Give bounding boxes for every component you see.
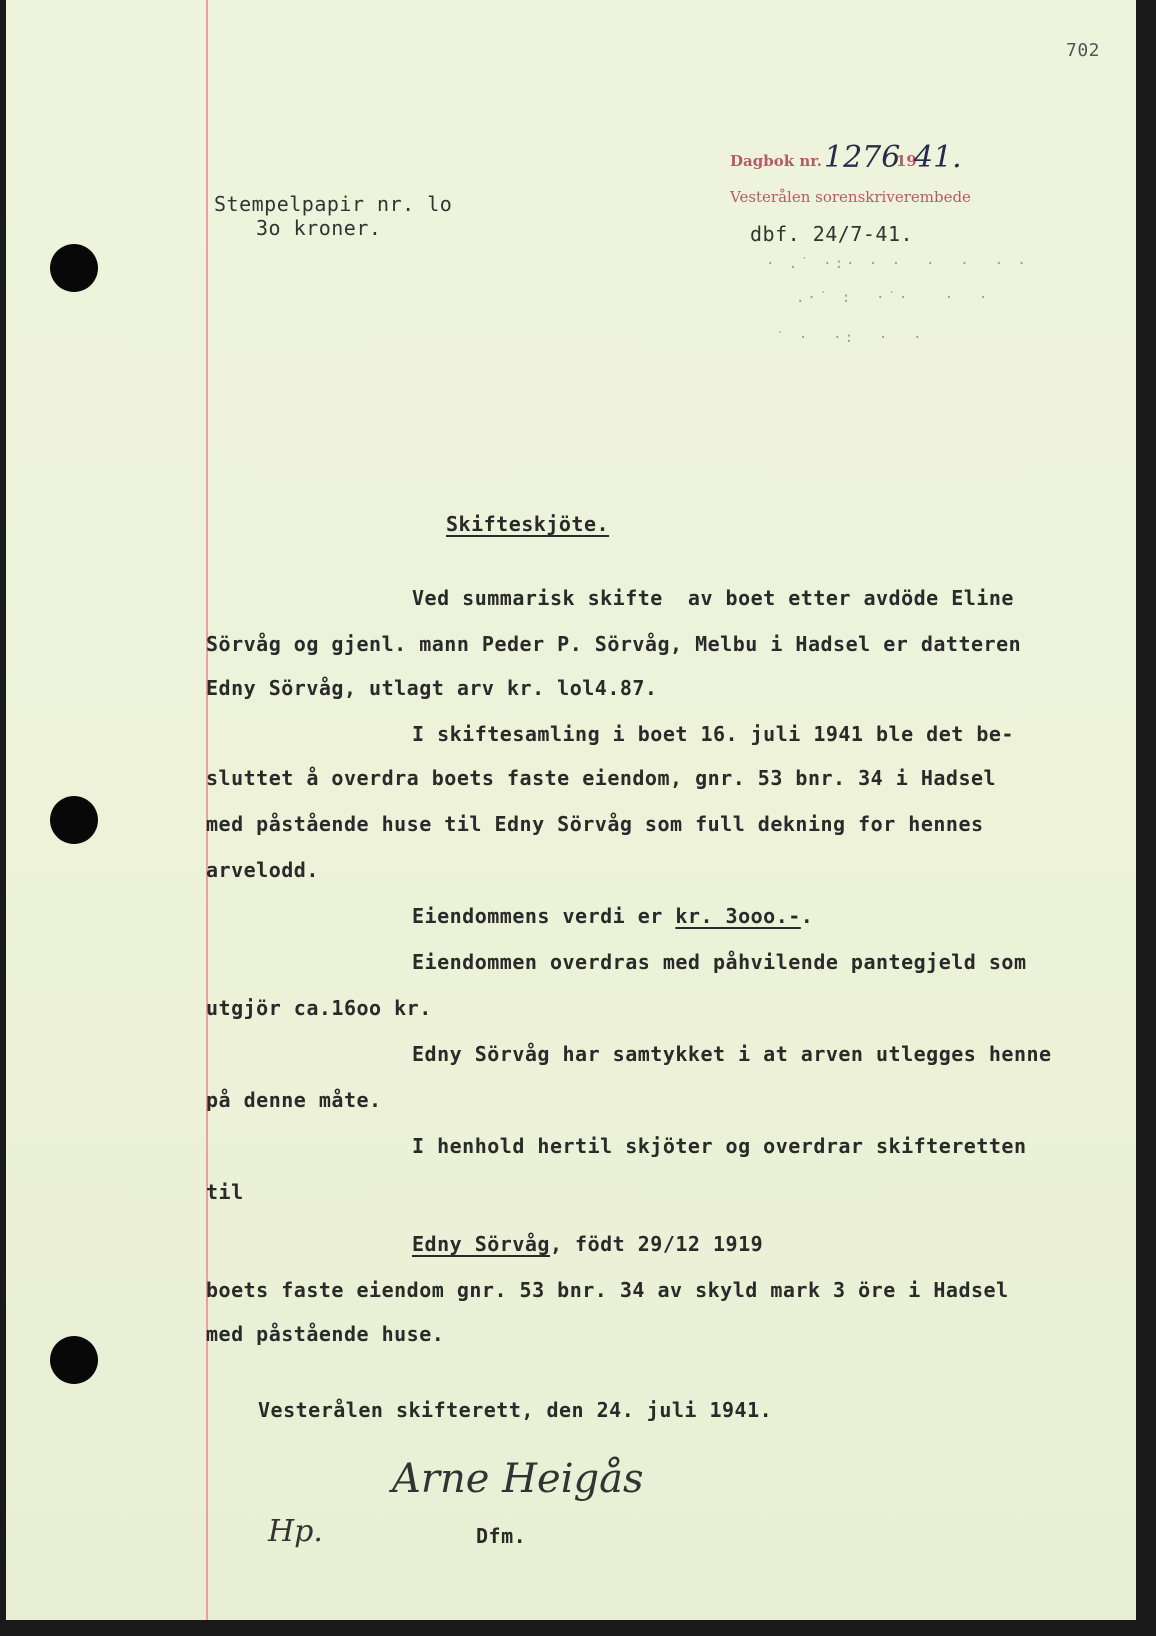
body-line: Eiendommen overdras med påhvilende pantegjeld som bbox=[412, 950, 1027, 974]
margin-line bbox=[206, 0, 208, 1620]
stamp-residue: ˙ · ·: · · bbox=[776, 330, 925, 346]
stamp-paper-number: Stempelpapir nr. lo bbox=[214, 192, 453, 216]
body-line: arvelodd. bbox=[206, 858, 319, 882]
property-value-suffix: . bbox=[800, 904, 814, 928]
body-line: sluttet å overdra boets faste eiendom, gnr. 53 bnr. 34 i Hadsel bbox=[206, 766, 997, 790]
punch-hole-bottom bbox=[50, 1336, 98, 1384]
signature-title: Dfm. bbox=[476, 1524, 527, 1548]
signature: Arne Heigås bbox=[392, 1456, 644, 1502]
page-number: 702 bbox=[1066, 40, 1101, 61]
registry-year: 41. bbox=[914, 140, 962, 175]
recipient-line bbox=[412, 1232, 763, 1256]
property-value-line bbox=[412, 904, 813, 928]
registry-stamp-label: Dagbok nr. bbox=[730, 152, 822, 170]
recipient-birth: , födt 29/12 1919 bbox=[549, 1232, 764, 1256]
body-line: boets faste eiendom gnr. 53 bnr. 34 av skyld mark 3 öre i Hadsel bbox=[206, 1278, 1009, 1302]
registry-year-prefix: 19 bbox=[896, 152, 917, 170]
initials: Hp. bbox=[268, 1514, 323, 1549]
document-title: Skifteskjöte. bbox=[446, 512, 610, 536]
punch-hole-middle bbox=[50, 796, 98, 844]
body-line: med påstående huse. bbox=[206, 1322, 445, 1346]
property-value-prefix: Eiendommens verdi er bbox=[412, 904, 676, 928]
registry-number: 1276 bbox=[824, 140, 901, 175]
body-line: I henhold hertil skjöter og overdrar skifteretten bbox=[412, 1134, 1027, 1158]
recipient-name: Edny Sörvåg bbox=[412, 1232, 550, 1256]
stamp-residue: · .˙ ·:· · · · · · · bbox=[766, 256, 1029, 272]
body-line: Edny Sörvåg har samtykket i at arven utlegges henne bbox=[412, 1042, 1052, 1066]
body-line: på denne måte. bbox=[206, 1088, 382, 1112]
stamp-paper-amount: 3o kroner. bbox=[256, 216, 382, 240]
body-line: Sörvåg og gjenl. mann Peder P. Sörvåg, Melbu i Hadsel er datteren bbox=[206, 632, 1022, 656]
dbf-note: dbf. 24/7-41. bbox=[750, 222, 914, 246]
stamp-residue: .·˙ : ·˙· · · bbox=[796, 290, 991, 306]
registry-office: Vesterålen sorenskriverembede bbox=[730, 188, 971, 206]
document-page bbox=[6, 0, 1136, 1620]
body-line: Ved summarisk skifte av boet etter avdöde Eline bbox=[412, 586, 1014, 610]
punch-hole-top bbox=[50, 244, 98, 292]
property-value: kr. 3ooo.- bbox=[675, 904, 801, 928]
body-line: med påstående huse til Edny Sörvåg som full dekning for hennes bbox=[206, 812, 984, 836]
body-line: Edny Sörvåg, utlagt arv kr. lol4.87. bbox=[206, 676, 658, 700]
body-line: I skiftesamling i boet 16. juli 1941 ble det be- bbox=[412, 722, 1014, 746]
closing-line: Vesterålen skifterett, den 24. juli 1941. bbox=[258, 1398, 773, 1422]
body-line: utgjör ca.16oo kr. bbox=[206, 996, 432, 1020]
body-line: til bbox=[206, 1180, 244, 1204]
